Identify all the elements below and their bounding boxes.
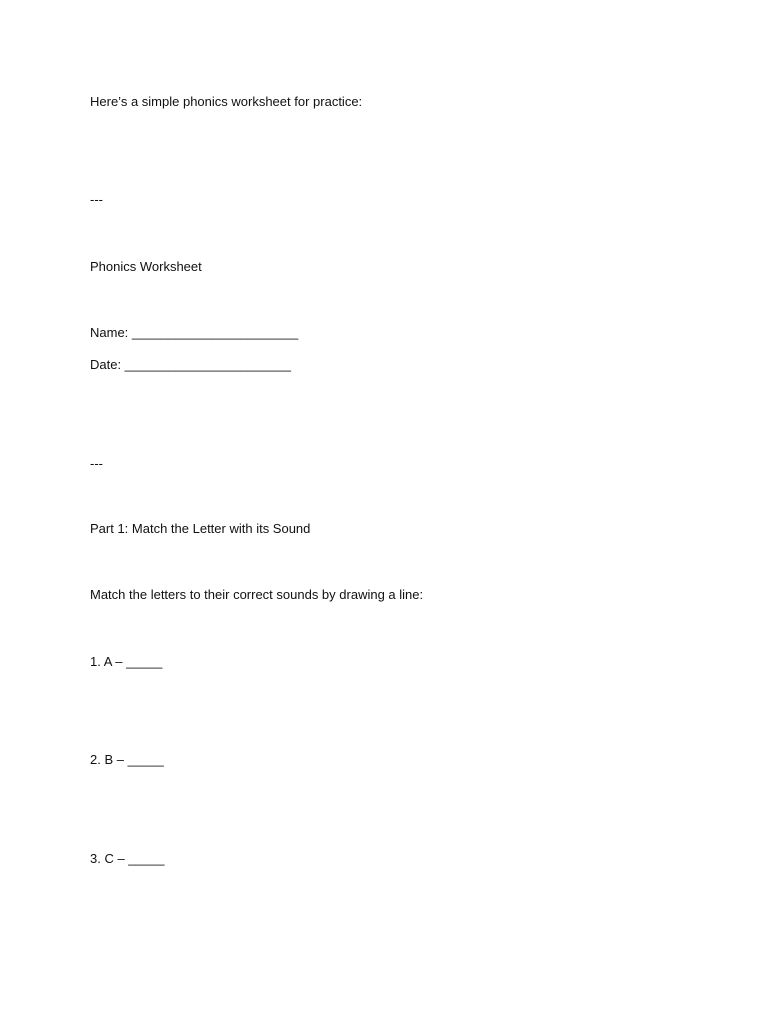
separator-2: --- xyxy=(90,456,103,471)
match-item-3: 3. C – _____ xyxy=(90,851,165,866)
separator-1: --- xyxy=(90,192,103,207)
name-field-line: Name: _______________________ xyxy=(90,325,299,340)
worksheet-title: Phonics Worksheet xyxy=(90,259,202,274)
match-item-1: 1. A – _____ xyxy=(90,654,163,669)
match-item-2: 2. B – _____ xyxy=(90,752,164,767)
part1-heading: Part 1: Match the Letter with its Sound xyxy=(90,521,311,536)
part1-instruction: Match the letters to their correct sounds by drawing a line: xyxy=(90,587,424,602)
intro-text: Here’s a simple phonics worksheet for practice: xyxy=(90,94,363,109)
date-field-line: Date: _______________________ xyxy=(90,357,291,372)
